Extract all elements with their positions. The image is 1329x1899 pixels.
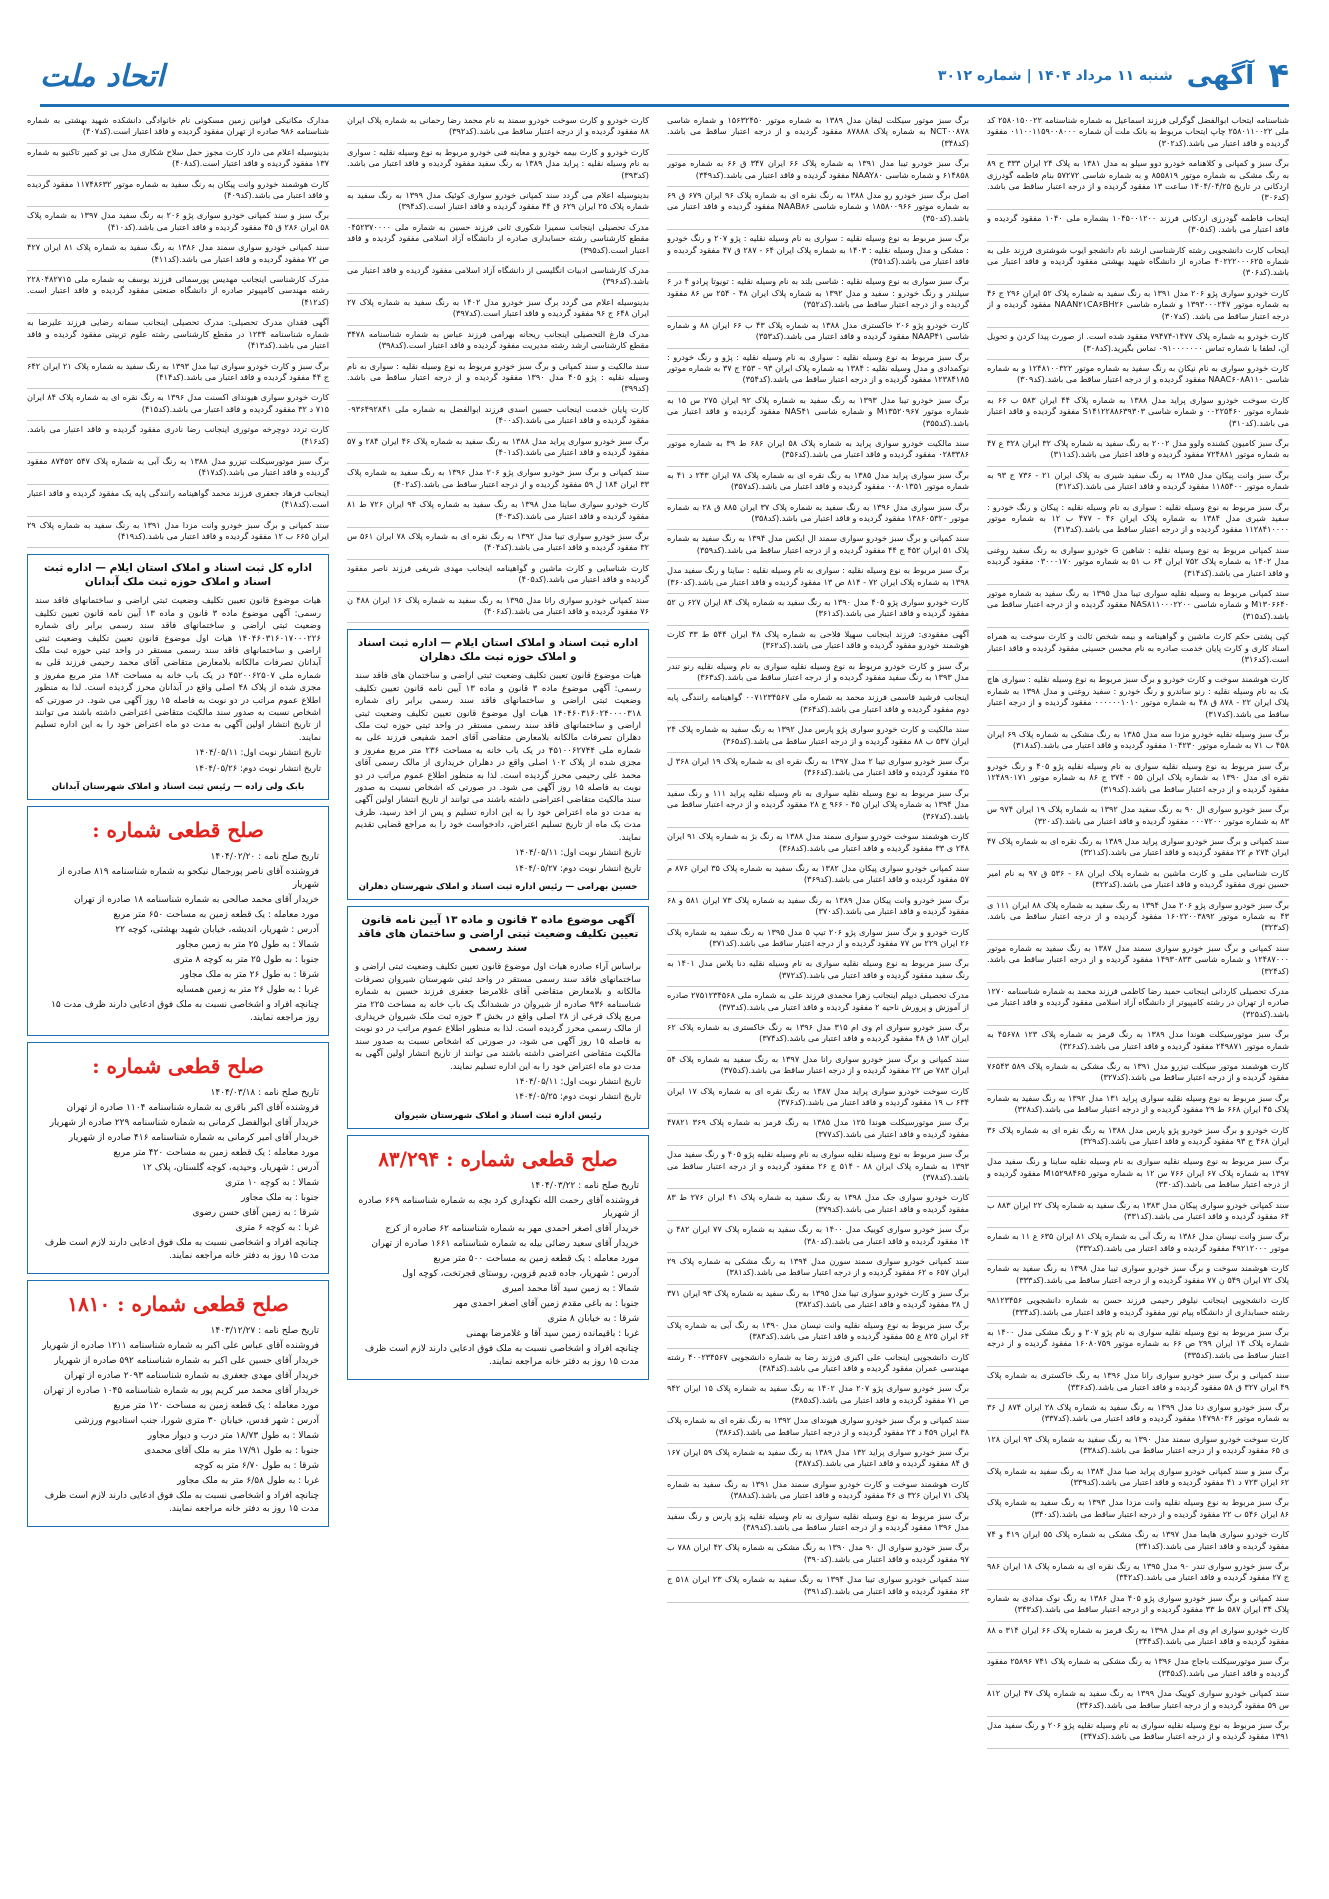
classified-ad: کارت خودرو سواری پژو ۲۰۶ مدل ۱۳۹۱ به رنگ سفید به شماره پلاک ۵۲ ایران ۲۹۶ ج ۴۶ به شماره موتور ۱۳۹۳۰۰۰۲۴۷ و شماره شاسی NAAN۲۱CA۶BH۲۶ مفقود گردیده و از درجه اعتبار ساقط می باشد. (کد۳۰۷) — [987, 285, 1289, 328]
classified-ad: برگ سبز و کارت خودرو سواری تیبا مدل ۱۳۹۵ به رنگ سفید به شماره پلاک ۹۳ ایران ۳۷۱ ل ۳۸ مفقود گردیده و فاقد اعتبار می باشد.(کد۳۸۲) — [667, 1285, 969, 1317]
classified-ad: کارت سوخت خودرو سواری سمند مدل ۱۳۹۰ به رنگ سفید به شماره پلاک ۹۳ ایران ۱۲۸ ی ۶۵ مفقود گردیده و از درجه اعتبار ساقط می باشد.(کد۳۳۸) — [987, 1431, 1289, 1463]
classified-ad: کارت خودرو و کارت بیمه خودرو و معاینه فنی خودرو مربوط به نوع وسیله نقلیه : سواری به نام وسیله نقلیه : پراید مدل ۱۳۸۹ به رنگ سفید مفقود گردیده و فاقد اعتبار می باشد.(کد۳۹۳) — [347, 144, 649, 187]
settlement-line: شمالا : به کوچه ۱۰ متری — [225, 1178, 319, 1189]
classified-ad: کارت هوشمند خودرو وانت پیکان به رنگ سفید به شماره موتور ۱۱۷۴۸۶۳۲ مفقود گردیده و فاقد اعتبار می باشد.(کد۴۰۹) — [27, 176, 329, 208]
settlement-line: خریدار آقای حسین علی اکبر به شماره شناسنامه ۵۹۲ صادره از شهریار — [54, 1356, 319, 1367]
page-header — [40, 48, 1289, 107]
classified-ad: کارت خودرو و برگ سبز سواری پژو ۲۰۶ تیپ ۵ مدل ۱۳۹۵ به رنگ سفید به شماره پلاک ۲۶ ایران ۲۲۹ س ۷۷ مفقود گردیده و از درجه اعتبار ساقط می باشد.(کد۳۷۱) — [667, 924, 969, 956]
classified-ad: سند کمپانی و برگ سبز خودرو سواری پراید مدل ۱۳۸۹ به رنگ نقره ای به شماره پلاک ۴۷ ایران ۲۷۴ م ۲۲ مفقود گردیده و فاقد اعتبار می باشد.(کد۳۲۱) — [987, 833, 1289, 865]
classified-ad: سند کمپانی و برگ سبز خودرو سواری رانا مدل ۱۳۹۶ به رنگ خاکستری به شماره پلاک ۴۹ ایران ۳۲۷ ق ۵۸ مفقود گردیده و فاقد اعتبار می باشد.(کد۳۳۶) — [987, 1367, 1289, 1399]
classified-ad: سند کمپانی و برگ سبز خودرو سواری رانا مدل ۱۳۹۷ به رنگ سفید به شماره پلاک ۵۴ ایران ۷۸۳ ص ۲۲ مفقود گردیده و از درجه اعتبار ساقط می باشد.(کد۳۷۵) — [667, 1051, 969, 1083]
settlement-line: غربا : به طول ۲۶ متر به زمین همسایه — [176, 985, 319, 996]
classified-ad: سند کمپانی مربوط به نوع وسیله نقلیه : شاهین G خودرو سواری به رنگ سفید روغنی مدل ۱۴۰۲ به شماره پلاک ۷۵۲ ایران ۶۴ ب ۵۱ به شماره موتور ۰۳۰۰۰۱۷۰ مفقود گردیده و فاقد اعتبار می باشد.(کد۳۱۴) — [987, 542, 1289, 585]
settlement-line: شرقا : به خیابان ۸ متری — [547, 1314, 639, 1325]
classified-ad: برگ سبز و سند کمپانی خودرو سواری پراید صبا مدل ۱۳۸۴ به رنگ سفید به شماره پلاک ۶۲ ایران ۷۲۳ د ۴۱ مفقود گردیده و فاقد اعتبار می باشد.(کد۳۳۹) — [987, 1463, 1289, 1495]
settlement-line: شمالا : به طول ۲۵ متر به زمین مجاور — [176, 940, 319, 951]
classified-ad: کارت هوشمند سوخت خودرو سواری سمند مدل ۱۳۸۸ به رنگ بژ به شماره پلاک ۹۱ ایران ۲۴۸ ی ۳۳ مفقود گردیده و فاقد اعتبار می باشد.(کد۳۶۸) — [667, 828, 969, 860]
settlement-line: تاریخ صلح نامه : ۱۴۰۴/۰۲/۲۰ — [210, 852, 319, 863]
classified-ad: سند کمپانی و برگ سبز خودرو سواری هیوندای مدل ۱۳۹۲ به رنگ نقره ای به شماره پلاک ۳۸ ایران ۴۵۹ د ۲۳ مفقود گردیده و از درجه اعتبار ساقط می باشد.(کد۳۸۶) — [667, 1412, 969, 1444]
settlement-line: مورد معامله : یک قطعه زمین به مساحت ۵۰۰ متر مربع — [433, 1254, 639, 1265]
registry-notice-abdanan — [27, 554, 329, 800]
settlement-line: تاریخ صلح نامه : ۱۴۰۳/۱۲/۲۷ — [210, 1326, 319, 1337]
settlement-line: چنانچه افراد و اشخاصی نسبت به ملک فوق ادعایی دارند لازم است ظرف مدت ۱۵ روز به دفتر خانه مراجعه نمایند. — [44, 1238, 319, 1262]
classified-ad: سند مالکیت خودرو سواری پراید به شماره پلاک ۵۸ ایران ۶۸۶ ط ۳۹ به شماره موتور ۰۲۸۳۳۸۶ مفقود گردیده و فاقد اعتبار می باشد.(کد۳۵۶) — [667, 435, 969, 467]
column-3 — [347, 112, 649, 1867]
classified-ad: مدرک تحصیلی اینجانب سمیرا شکوری ثانی فرزند حسین به شماره ملی ۰۴۵۲۳۷۰۰۰۰ مقطع کارشناسی رشته حسابداری صادره از دانشگاه آزاد اسلامی مفقود گردیده و فاقد اعتبار است.(کد۳۹۵) — [347, 219, 649, 262]
newspaper-logo: اتحاد ملت — [40, 58, 165, 94]
classified-ad: برگ سبز مربوط به نوع وسیله نقلیه سواری پراید ۱۳۱ مدل ۱۳۹۲ به رنگ سفید به شماره پلاک ۴۵ ایران ۶۶۸ ط ۲۹ مفقود گردیده و از درجه اعتبار ساقط می باشد.(کد۳۲۸) — [987, 1090, 1289, 1122]
classified-ad: برگ سبز مربوط به نوع وسیله نقلیه سواری به نام وسیله نقلیه پژو ۴۰۵ و رنگ سفید مدل ۱۳۹۳ به شماره پلاک ایران ۸۸ - ۵۱۴ ج ۲۶ مفقود گردیده و از درجه اعتبار ساقط می باشد.(کد۳۷۸) — [667, 1146, 969, 1189]
classified-ad: سند کمپانی و برگ سبز خودرو سواری پژو ۲۰۶ مدل ۱۳۹۶ به رنگ سفید به شماره پلاک ۳۳ ایران ۱۸۴ ل ۵۹ مفقود گردیده و از درجه اعتبار ساقط می باشد.(کد۴۰۲) — [347, 464, 649, 496]
classified-ad: سند کمپانی خودرو سواری پیکان مدل ۱۳۸۳ به رنگ سفید به شماره پلاک ۲۲ ایران ۸۸۳ ب ۶۴ مفقود گردیده و فاقد اعتبار می باشد.(کد۳۳۱) — [987, 1197, 1289, 1229]
settlement-line: مورد معامله : یک قطعه زمین به مساحت ۴۲۰ متر مربع — [113, 1148, 319, 1159]
settlement-line: آدرس : شهریار، وحیدیه، کوچه گلستان، پلاک ۱۲ — [142, 1163, 319, 1174]
classified-ad: برگ سبز وسیله نقلیه خودرو مزدا سه مدل ۱۳۸۵ به رنگ مشکی به شماره پلاک ۶۹ ایران ۴۵۸ ب ۷۱ به شماره موتور ۱۰۴۲۳۰ مفقود گردیده و فاقد اعتبار می باشد.(کد۳۱۸) — [987, 726, 1289, 758]
classified-ad: برگ سبز سواری به نوع وسیله نقلیه : شاسی بلند به نام وسیله نقلیه : تویوتا پرادو ۴ در ۶ سیلندر و رنگ خودرو : سفید و مدل ۱۳۹۲ به شماره پلاک ایران ۴۸ - ۲۵۴ س ۸۶ مفقود گردیده و از درجه اعتبار ساقط می باشد.(کد۳۵۲) — [667, 273, 969, 316]
settlement-line: تاریخ صلح نامه : ۱۴۰۴/۰۳/۱۸ — [210, 1088, 319, 1099]
classified-ad: برگ سبز خودرو وانت پیکان مدل ۱۳۸۹ به رنگ سفید به شماره پلاک ۷۳ ایران ۵۸۱ و ۶۸ مفقود گردیده و فاقد اعتبار می باشد.(کد۳۷۰) — [667, 892, 969, 924]
classified-ad: مدارک مکانیکی قوانین زمین مسکونی نام خانوادگی دانشکده شهید بهشتی به شماره شناسنامه ۹۸۶ صادره از تهران مفقود گردیده و فاقد اعتبار است.(کد۴۰۷) — [27, 112, 329, 144]
settlement-line: فروشنده آقای رحمت الله نکهداری کرد بچه به شماره شناسنامه ۶۶۹ صادره از شهریار — [358, 1196, 639, 1220]
classified-ad: کارت خودرو سواری ام وی ام مدل ۱۳۹۸ به رنگ قرمز به شماره پلاک ۶۶ ایران ۳۱۴ ه ۸۸ مفقود گردیده و فاقد اعتبار می باشد.(کد۳۴۴) — [987, 1622, 1289, 1654]
classified-ad: برگ سبز مربوط به نوع وسیله نقلیه سواری به نام وسیله نقلیه ساینا و رنگ سفید مدل ۱۳۹۷ به شماره پلاک ۶۷ ایران ۷۶۶ س ۱۲ به شماره موتور M۱۵۲۹۸۴۶۵ مفقود گردیده و از درجه اعتبار ساقط می باشد.(کد۳۳۰) — [987, 1153, 1289, 1196]
classified-ad: برگ سبز وانت پیکان مدل ۱۳۸۵ به رنگ سفید شیری به پلاک ایران ۲۱ - ۷۳۶ ج ۹۳ به شماره موتور ۱۱۸۵۴۰۰ مفقود گردیده و فاقد اعتبار می باشد.(کد۳۱۲) — [987, 467, 1289, 499]
settlement-line: خریدار آقای امیر کرمانی به شماره شناسنامه ۴۱۶ صادره از شهریار — [68, 1133, 319, 1144]
classified-ad: برگ سبز و کارت خودرو سواری تیبا مدل ۱۳۹۳ به رنگ سفید به شماره پلاک ۲۱ ایران ۶۴۲ ج ۴۴ مفقود گردیده و فاقد اعتبار می باشد.(کد۴۱۴) — [27, 358, 329, 390]
classified-ad: برگ سبز و کارت خودرو مربوط به نوع وسیله نقلیه سواری به نام وسیله نقلیه رنو تندر مدل ۱۳۹۳ به رنگ سفید مفقود گردیده و از درجه اعتبار ساقط می باشد.(کد۳۶۳) — [667, 658, 969, 690]
classified-ad: برگ سبز خودرو تیبا مدل ۱۳۹۳ به رنگ سفید به شماره پلاک ۹۲ ایران ۲۷۵ س ۱۵ به شماره موتور M۱۳۵۲۰۹۶۷ و شماره شاسی NAS۴۱ مفقود گردیده و فاقد اعتبار می باشد.(کد۳۵۵) — [667, 392, 969, 435]
final-settlement-box-3 — [27, 1280, 329, 1527]
notice-body: هیات موضوع قانون تعیین تکلیف وضعیت ثبتی اراضی و ساختمان های فاقد سند رسمی: آگهی موضوع ماده ۳ قانون و ماده ۱۳ آیین نامه قانون تعیین تکلیف وضعیت ثبتی اراضی و ساختمانهای فاقد سند رسمی برابر رای شماره ۱۴۰۴۶۰۳۱۶۰۲۴۰۰۰۰۳۱۸ هیات اول موضوع قانون تعیین تکلیف وضعیت ثبتی اراضی و ساختمانهای فاقد سند رسمی مستقر در واحد ثبتی حوزه ثبت ملک دهلران تصرفات مالکانه بلامعارض متقاضی آقای احمد شفیعی فرزند علی به شماره ملی ۴۵۱۰۰۶۲۷۴۴ در یک باب خانه به مساحت ۲۳۶ متر مربع مفروز و مجزی شده از پلاک ۱۰۲ اصلی واقع در دهلران خریداری از مالک رسمی آقای محمد علی رحیمی محرز گردیده است. لذا به منظور اطلاع عموم مراتب در دو نوبت به فاصله ۱۵ روز آگهی می شود. در صورتی که اشخاص نسبت به صدور سند مالکیت متقاضی اعتراضی داشته باشند می توانند از تاریخ انتشار اولین آگهی به مدت دو ماه اعتراض خود را به این اداره تسلیم و پس از اخذ رسید، ظرف مدت یک ماه از تاریخ تسلیم اعتراض، دادخواست خود را به مراجع قضایی تقدیم نمایند. — [355, 671, 641, 843]
classified-ad: برگ سبز خودرو سواری پژو ۲۰۷ مدل ۱۴۰۲ به رنگ سفید به شماره پلاک ۱۵ ایران ۹۴۲ ص ۷۱ مفقود گردیده و فاقد اعتبار می باشد.(کد۳۸۵) — [667, 1380, 969, 1412]
classified-ad: برگ سبز مربوط به نوع وسیله نقلیه وانت نیسان مدل ۱۳۹۰ به رنگ آبی به شماره پلاک ۶۴ ایران ۸۲۵ ع ۵۵ مفقود گردیده و فاقد اعتبار می باشد.(کد۳۸۳) — [667, 1317, 969, 1349]
settlement-line: غربا : به کوچه ۶ متری — [235, 1223, 319, 1234]
classified-ad: مدرک کارشناسی ادبیات انگلیسی از دانشگاه آزاد اسلامی مفقود گردیده و فاقد اعتبار می باشد.(کد۳۹۶) — [347, 262, 649, 294]
column-2 — [667, 112, 969, 1867]
classified-ad: آگهی مفقودی: فرزند اینجانب سهیلا فلاحی به شماره پلاک ۴۸ ایران ۵۴۴ ط ۳۳ کارت هوشمند خودرو مفقود گردیده و فاقد اعتبار می باشد.(کد۳۶۲) — [667, 626, 969, 658]
classified-ad: سند کمپانی خودرو سواری کوییک مدل ۱۳۹۹ به رنگ سفید به شماره پلاک ۴۷ ایران ۸۱۲ س ۵۹ مفقود گردیده و از درجه اعتبار ساقط می باشد.(کد۳۴۶) — [987, 1685, 1289, 1717]
notice-title: اداره کل ثبت اسناد و املاک استان ایلام — اداره ثبت اسناد و املاک حوزه ثبت ملک آبدانان — [43, 562, 313, 589]
classified-ad: کارت خودرو سواری جک مدل ۱۳۹۸ به رنگ سفید به شماره پلاک ۴۱ ایران ۲۷۶ ط ۸۳ مفقود گردیده و فاقد اعتبار می باشد.(کد۳۷۹) — [667, 1189, 969, 1221]
classified-ad: برگ سبز مربوط به نوع وسیله نقلیه سواری به نام وسیله نقلیه پژو ۲۰۶ و رنگ سفید مدل ۱۳۹۱ مفقود گردیده و از درجه اعتبار ساقط می باشد.(کد۳۴۷) — [987, 1717, 1289, 1749]
classified-ad: برگ سبز خودرو سواری ال ۹۰ به رنگ سفید مدل ۱۳۹۲ به شماره پلاک ۱۹ ایران ۹۷۴ س ۸۳ به شماره موتور ۰۰۰۷۲۰۰ مفقود گردیده و فاقد اعتبار می باشد.(کد۳۲۰) — [987, 801, 1289, 833]
classified-ad: برگ سبز خودرو سواری کوییک مدل ۱۴۰۰ به رنگ سفید به شماره پلاک ۷۷ ایران ۴۸۲ ن ۱۴ مفقود گردیده و فاقد اعتبار می باشد.(کد۳۸۰) — [667, 1221, 969, 1253]
classified-ad: سند کمپانی خودرو سواری سمند سورن مدل ۱۳۹۴ به رنگ مشکی به شماره پلاک ۲۹ ایران ۶۵۷ ه ۶۲ مفقود گردیده و از درجه اعتبار ساقط می باشد.(کد۳۸۱) — [667, 1253, 969, 1285]
col4-ad-list — [27, 112, 329, 548]
classified-ad: کارت هوشمند سوخت و کارت خودرو سواری سمند مدل ۱۳۹۱ به رنگ سفید به شماره پلاک ۷۱ ایران ۳۲۶ ی ۴۶ مفقود گردیده و فاقد اعتبار می باشد.(کد۳۸۸) — [667, 1476, 969, 1508]
settlement-line: تاریخ صلح نامه : ۱۴۰۴/۰۳/۲۲ — [530, 1181, 639, 1192]
classified-ad: مدرک کارشناسی اینجانب مهدیس پورسمائی فرزند یوسف به شماره ملی ۲۲۸۰۴۸۲۷۱۵ رشته مهندسی کامپیوتر صادره از دانشگاه صنعتی مفقود گردیده و فاقد اعتبار است.(کد۴۱۲) — [27, 271, 329, 314]
notice-date-1: تاریخ انتشار نوبت اول: ۱۴۰۴/۰۵/۱۱ — [515, 848, 641, 859]
page-number: ۴ — [1268, 56, 1289, 96]
settlement-line: غربا : باقیمانده زمین سید آقا و غلامرضا بهمنی — [466, 1329, 639, 1340]
notice-body: براساس آراء صادره هیات اول موضوع قانون تعیین تکلیف وضعیت ثبتی اراضی و ساختمانهای فاقد سند رسمی مستقر در واحد ثبتی شهرستان شیروان تصرفات مالکانه و بلامعارض متقاضی آقای غلامرضا جعفری فرزند حسین به شماره شناسنامه ۹۳۶ صادره از شیروان در ششدانگ یک باب خانه به مساحت ۲۲۵ متر مربع پلاک فرعی از ۲۸ اصلی واقع در بخش ۳ حوزه ثبت ملک شیروان خریداری از مالک رسمی محرز گردیده است. لذا به منظور اطلاع عموم مراتب در دو نوبت به فاصله ۱۵ روز آگهی می شود، در صورتی که اشخاص نسبت به صدور سند مالکیت متقاضی اعتراضی داشته باشند می توانند از تاریخ انتشار اولین آگهی به مدت دو ماه اعتراض خود را به این اداره تسلیم نمایند. — [355, 962, 641, 1072]
classified-ad: سند کمپانی مربوط به وسیله نقلیه سواری تیبا مدل ۱۳۹۵ به رنگ سفید به شماره موتور M۱۳۰۶۶۴۰ و شماره شاسی NAS۸۱۱۰۰۰۲۲۰۰ مفقود گردیده و از درجه اعتبار ساقط می باشد.(کد۳۱۵) — [987, 585, 1289, 628]
classified-ad: کارت شناسایی و کارت ماشین و گواهینامه اینجانب مهدی شریفی فرزند ناصر مفقود گردیده و فاقد اعتبار می باشد.(کد۴۰۵) — [347, 560, 649, 592]
classified-ad: کارت سوخت خودرو سواری پراید مدل ۱۳۸۷ به رنگ نقره ای به شماره پلاک ۱۷ ایران ۶۳۴ ب ۱۹ مفقود گردیده و فاقد اعتبار می باشد.(کد۳۷۶) — [667, 1083, 969, 1115]
classified-ad: ایتحاب کارت دانشجویی رشته کارشناسی ارشد نام دانشجو ایوب شوشتری فرزند علی به شماره ۴۰۲۲۲۰۰۰۶۲۵ صادره از دانشگاه شهید بهشتی مفقود گردیده و فاقد اعتبار می باشد.(کد۳۰۶) — [987, 242, 1289, 285]
ad-columns — [27, 112, 1289, 1867]
classified-ad: شناسنامه ایتحاب ابوالفضل گوگرلی فرزند اسماعیل به شماره شناسنامه ۲۵۸۰۱۵۰۰۲۲ کد ملی ۲۵۸۰۱۱۰۰۲۲ چاپ ایتحاب مربوط به بانک ملت آن شماره ۰۱۱۰۰۱۱۵۹۰۰۸۰۰۰ مفقود گردیده و فاقد اعتبار می باشد.(کد۳۰۲) — [987, 112, 1289, 155]
header-right — [938, 56, 1289, 96]
classified-ad: سند کمپانی خودرو سواری سمند مدل ۱۳۸۶ به رنگ سفید به شماره پلاک ۸۱ ایران ۴۲۷ ص ۷۲ مفقود گردیده و فاقد اعتبار می باشد.(کد۴۱۱) — [27, 239, 329, 271]
settlement-line: شمالا : به زمین سید آقا محمد امیری — [502, 1284, 639, 1295]
settlement-line: خریدار آقای محمد صالحی به شماره شناسنامه ۱۸ صادره از تهران — [73, 895, 319, 906]
classified-ad: کارت دانشجویی اینجانب نیلوفر رحیمی فرزند حسن به شماره دانشجویی ۹۸۱۲۳۴۵۶ رشته حسابداری از دانشگاه پیام نور مفقود گردیده و فاقد اعتبار می باشد.(کد۳۳۴) — [987, 1292, 1289, 1324]
classified-ad: برگ سبز مربوط به نوع وسیله نقلیه : سواری به نام وسیله نقلیه : پیکان و رنگ خودرو : سفید شیری مدل ۱۳۸۴ به شماره پلاک ایران ۴۶ - ۴۷۷ ب ۱۲ به شماره موتور ۱۱۲۸۴۱۰۰۰۰ مفقود گردیده و از درجه اعتبار ساقط می باشد.(کد۳۱۳) — [987, 499, 1289, 542]
notice-date-1: تاریخ انتشار نوبت اول: ۱۴۰۴/۰۵/۱۱ — [515, 1076, 641, 1087]
final-settlement-box — [347, 1135, 649, 1380]
classified-ad: برگ سبز سواری مدل ۱۳۹۶ به رنگ سفید به شماره پلاک ۳۷ ایران ۸۸۵ ق ۲۸ به شماره موتور ۱۳۸۶۰۵۳۲۰ مفقود گردیده و فاقد اعتبار می باشد.(کد۳۵۸) — [667, 499, 969, 531]
settlement-line: غربا : به طول ۶/۵۸ متر به ملک مجاور — [177, 1476, 319, 1487]
classified-ad: برگ سبز مربوط به نوع وسیله نقلیه : سواری به نام وسیله نقلیه : ساینا و رنگ سفید مدل ۱۳۹۸ به شماره پلاک ایران ۷۲ - ۸۱۴ ص ۱۳ مفقود گردیده و فاقد اعتبار می باشد.(کد۳۶۰) — [667, 562, 969, 594]
classified-ad: کارت خودرو سواری ساینا مدل ۱۳۹۸ به رنگ سفید به شماره پلاک ۹۴ ایران ۷۲۶ ط ۸۱ مفقود گردیده و فاقد اعتبار می باشد.(کد۴۰۳) — [347, 496, 649, 528]
classified-ad: کارت خودرو سواری به نام نیکان به رنگ سفید به شماره موتور ۱۲۴۸۱۰۰۳۲۲ و به شماره شاسی NAAC۶۰۸A۱۱۰ مفقود گردیده و از درجه اعتبار ساقط می باشد.(کد۳۰۹) — [987, 360, 1289, 392]
settlement-line: فروشنده آقای اکبر باقری به شماره شناسنامه ۱۱۰۴ صادره از تهران — [66, 1103, 319, 1114]
classified-ad: اصل برگ سبز خودرو رو مدل ۱۳۸۸ به رنگ نقره ای به شماره پلاک ۹۶ ایران ۶۷۹ ق ۶۹ به شماره موتور ۱۸۵۸۰۰۹۶۶ و شماره شاسی NAAB۸۶ مفقود گردیده و فاقد اعتبار می باشد.(کد۳۵۰) — [667, 187, 969, 230]
classified-ad: برگ سبز مربوط به نوع وسیله نقلیه سواری به نام وسیله نقلیه پراید ۱۱۱ و رنگ سفید مدل ۱۳۹۴ به شماره پلاک ایران ۴۵ - ۹۶۶ ج ۲۸ مفقود گردیده و از درجه اعتبار ساقط می باشد.(کد۳۶۷) — [667, 785, 969, 828]
settlement-line: خریدار آقای محمد میر کریم پور به شماره شناسنامه ۱۰۴۵ صادره از تهران — [43, 1386, 319, 1397]
classified-ad: کارت سوخت خودرو سواری پراید مدل ۱۳۸۸ به شماره پلاک ۴۴ ایران ۵۸۳ ب ۶۶ به شماره موتور ۰۰۲۲۵۴۶۰ و شماره شاسی S۱۴۱۲۲۸۸۶۳۹۳۰۳ مفقود گردیده و فاقد اعتبار می باشد.(کد۳۱۰) — [987, 392, 1289, 435]
settlement-line: چنانچه افراد و اشخاصی نسبت به ملک فوق ادعایی دارند لازم است ظرف مدت ۱۵ روز به دفتر خانه مراجعه نمایند. — [364, 1344, 639, 1368]
classified-ad: سند کمپانی و برگ سبز خودرو سواری پژو ۴۰۵ مدل ۱۳۸۶ به رنگ نوک مدادی به شماره پلاک ۳۴ ایران ۵۸۷ ط ۳۳ مفقود گردیده و از درجه اعتبار ساقط می باشد.(کد۳۴۳) — [987, 1590, 1289, 1622]
classified-ad: مدرک فارغ التحصیلی اینجانب ریحانه بهرامی فرزند عباس به شماره شناسنامه ۳۴۷۸ مقطع کارشناسی ارشد رشته مدیریت مفقود گردیده و فاقد اعتبار است.(کد۳۹۸) — [347, 326, 649, 358]
settlement-line: شمالا : به طول ۱۸/۷۳ متر درب و دیوار مجاور — [147, 1431, 319, 1442]
issue-info: شنبه ۱۱ مرداد ۱۴۰۴ | شماره ۳۰۱۲ — [937, 68, 1173, 84]
settlement-line: جنوبا : به طول ۱۷/۹۱ متر به ملک آقای محمدی — [144, 1446, 319, 1457]
col3-ad-list — [347, 112, 649, 623]
classified-ad: کارت خودرو سواری هیوندای اکسنت مدل ۱۳۹۶ به رنگ نقره ای به شماره پلاک ۸۴ ایران ۷۱۵ د ۳۲ مفقود گردیده و فاقد اعتبار می باشد.(کد۴۱۵) — [27, 389, 329, 421]
classified-ad: برگ سبز و سند کمپانی خودرو سواری پژو ۲۰۶ به رنگ سفید مدل ۱۳۹۷ به شماره پلاک ۵۸ ایران ۲۸۶ ق ۴۵ مفقود گردیده و فاقد اعتبار می باشد.(کد۴۱۰) — [27, 207, 329, 239]
classified-ad: برگ سبز خودرو سواری تیبا مدل ۱۳۹۲ به رنگ نقره ای به شماره پلاک ۷۸ ایران ۵۶۱ س ۳۲ مفقود گردیده و فاقد اعتبار می باشد.(کد۴۰۴) — [347, 528, 649, 560]
classified-ad: برگ سبز خودرو سواری پراید مدل ۱۳۸۸ به رنگ سفید به شماره پلاک ۴۶ ایران ۲۸۴ و ۵۷ مفقود گردیده و فاقد اعتبار می باشد.(کد۴۰۱) — [347, 433, 649, 465]
classified-ad: کارت خودرو به شماره پلاک ۱۴۷۷-۷۹۴۷۴ مفقود شده است. از صورت پیدا کردن و تحویل آن، لطفا با شماره تماس ۰۹۱۰۰۰۰۰۰۰ تماس بگیرید.(کد۳۰۸) — [987, 328, 1289, 360]
final-settlement-lines — [37, 1325, 319, 1516]
settlement-line: شرقا : به طول ۶/۷۰ متر به کوچه — [193, 1461, 319, 1472]
final-settlement-title: صلح قطعی شماره : — [92, 818, 264, 843]
classified-ad: کارت خودرو و برگ سبز خودرو پژو پارس مدل ۱۳۸۸ به رنگ نقره ای به شماره پلاک ۳۶ ایران ۴۶۸ ج ۹۳ مفقود گردیده و فاقد اعتبار می باشد.(کد۳۲۹) — [987, 1122, 1289, 1154]
settlement-line: فروشنده آقای عباس علی اکبر به شماره شناسنامه ۱۲۱۱ صادره از شهریار — [42, 1341, 319, 1352]
classified-ad: کپی پشتی حکم کارت ماشین و گواهینامه و بیمه شخص ثالث و کارت سوخت به همراه اسناد کاری و کارت پایان خدمت صادره به نام محسن حسینی مفقود گردیده و فاقد اعتبار است.(کد۳۱۶) — [987, 628, 1289, 671]
classified-ad: برگ سبز و کمپانی و کلاهنامه خودرو دوو سیلو به مدل ۱۳۸۱ به پلاک ۲۴ ایران ۳۳۳ ح ۸۹ به رنگ مشکی به شماره موتور ۸۵۵۸۱۹ و به شماره شاسی ۵۷۲۷۲ بنام فاطمه گودرزی اردکانی در تاریخ ۱۴۰۴/۰۴/۲۵ ساعت ۱۳ مفقود گردیده و از درجه اعتبار ساقط می باشد.(کد۳۰۶) — [987, 155, 1289, 210]
final-settlement-title: صلح قطعی شماره : ۱۸۱۰ — [67, 1292, 289, 1317]
classified-ad: کارت پایان خدمت اینجانب حسین اسدی فرزند ابوالفضل به شماره ملی ۰۹۳۶۴۹۲۸۴۱ مفقود گردیده و فاقد اعتبار می باشد.(کد۴۰۰) — [347, 401, 649, 433]
classified-ad: برگ سبز خودرو سواری تیبا ۲ مدل ۱۳۹۷ به رنگ نقره ای به شماره پلاک ۱۹ ایران ۳۶۸ ل ۲۵ مفقود گردیده و فاقد اعتبار می باشد.(کد۳۶۶) — [667, 753, 969, 785]
registry-notice-dehloran — [347, 629, 649, 900]
classified-ad: برگ سبز مربوط به نوع وسیله نقلیه سواری به نام وسیله نقلیه پژو ۴۰۵ و رنگ خودرو نقره ای مدل ۱۳۹۰ به شماره پلاک ایران ۵۵ - ۳۷۴ ج ۸۶ به شماره موتور ۱۲۴۸۹۰۱۷۱ مفقود گردیده و از درجه اعتبار ساقط می باشد.(کد۳۱۹) — [987, 758, 1289, 801]
classified-ad: برگ سبز خودرو سواری دنا مدل ۱۳۹۹ به رنگ سفید به شماره پلاک ۲۸ ایران ۸۷۴ ل ۳۶ به شماره موتور ۱۴۷۹۸۰۳۶ مفقود گردیده و فاقد اعتبار می باشد.(کد۳۳۷) — [987, 1399, 1289, 1431]
classified-ad: کارت شناسایی ملی و کارت ماشین به شماره پلاک ایران ۶۸ - ۵۳۶ ق ۹۷ به نام امیر حسین نوری مفقود گردیده و فاقد اعتبار می باشد.(کد۳۲۲) — [987, 865, 1289, 897]
classified-ad: برگ سبز مربوط به نوع وسیله نقلیه : سواری به نام وسیله نقلیه : پژو و رنگ خودرو : نوکمدادی و مدل وسیله نقلیه : ۱۳۸۴ به شماره پلاک ایران ۹۳ - ۲۵۳ ج ۳۷ به شماره موتور ۱۲۳۸۴۱۸۵ مفقود گردیده و از درجه اعتبار ساقط می باشد.(کد۳۵۴) — [667, 349, 969, 392]
settlement-line: چنانچه افراد و اشخاصی نسبت به ملک فوق ادعایی دارند ظرف مدت ۱۵ روز مراجعه نمایند. — [51, 1000, 319, 1024]
classified-ad: برگ سبز کامیون کشنده ولوو مدل ۲۰۰۲ به رنگ سفید به شماره پلاک ۳۲ ایران ۳۲۸ ع ۴۷ به شماره موتور ۷۲۴۸۸۱ مفقود گردیده و فاقد اعتبار می باشد.(کد۳۱۱) — [987, 435, 1289, 467]
settlement-line: جنوبا : به ملک مجاور — [241, 1193, 319, 1204]
classified-ad: برگ سبز خودرو سواری تندر ۹۰ مدل ۱۳۹۵ به رنگ نقره ای به شماره پلاک ۱۸ ایران ۹۸۶ ج ۲۷ مفقود گردیده و فاقد اعتبار می باشد.(کد۳۴۲) — [987, 1558, 1289, 1590]
classified-ad: برگ سبز خودرو سواری پراید ۱۳۲ مدل ۱۳۸۹ به رنگ سفید به شماره پلاک ۵۹ ایران ۱۶۷ ق ۸۴ مفقود گردیده و فاقد اعتبار می باشد.(کد۳۸۷) — [667, 1444, 969, 1476]
classified-ad: کارت دانشجویی اینجانب علی اکبری فرزند رضا به شماره دانشجویی ۴۰۰۲۳۴۵۶۷ رشته مهندسی عمران مفقود گردیده و فاقد اعتبار می باشد.(کد۳۸۴) — [667, 1349, 969, 1381]
settlement-line: خریدار آقای ابوالفضل کرمانی به شماره شناسنامه ۲۲۹ صادره از شهریار — [49, 1118, 319, 1129]
classified-ad: اینجانب فرشید قاسمی فرزند محمد به شماره ملی ۰۰۷۱۲۳۴۵۶۷ گواهینامه رانندگی پایه دوم مفقود گردیده و فاقد اعتبار می باشد.(کد۳۶۴) — [667, 689, 969, 721]
settlement-line: مورد معامله : یک قطعه زمین به مساحت ۱۲۰ متر مربع — [113, 1401, 319, 1412]
registry-notice-shirvan — [347, 906, 649, 1129]
settlement-line: چنانچه افراد و اشخاصی نسبت به ملک فوق ادعایی دارند لازم است ظرف مدت ۱۵ روز به دفتر خانه مراجعه نمایند. — [44, 1491, 319, 1515]
settlement-line: آدرس : شهریار، اندیشه، خیابان شهید بهشتی، کوچه ۲۲ — [115, 925, 319, 936]
classified-ad: برگ سبز موتورسیکلت هوندا مدل ۱۳۸۹ به رنگ قرمز به شماره پلاک ۱۲۳ ۴۵۶۷۸ به شماره موتور ۲۴۹۸۷۱ مفقود گردیده و فاقد اعتبار می باشد.(کد۳۲۶) — [987, 1026, 1289, 1058]
section-title: آگهی — [1186, 61, 1255, 91]
final-settlement-box-1 — [27, 806, 329, 1036]
classified-ad: اینجانب فرهاد جعفری فرزند محمد گواهینامه رانندگی پایه یک مفقود گردیده و فاقد اعتبار است.(کد۴۱۸) — [27, 485, 329, 517]
classified-ad: برگ سبز موتور سیکلت لیفان مدل ۱۳۸۹ به شماره موتور ۱۵۶۳۲۴۵۰ و شماره شاسی NCT۰۰۸۷۸ به شماره پلاک ۸۷۸۸۸ مفقود گردیده و از درجه اعتبار ساقط می باشد.(کد۳۴۸) — [667, 112, 969, 155]
classified-ad: سند مالکیت و کارت خودرو سواری پژو پارس مدل ۱۳۹۲ به رنگ سفید به شماره پلاک ۲۴ ایران ۵۳۷ ب ۸۸ مفقود گردیده و از درجه اعتبار ساقط می باشد.(کد۳۶۵) — [667, 721, 969, 753]
classified-ad: برگ سبز موتورسیکلت هوندا ۱۲۵ مدل ۱۳۸۵ به رنگ قرمز به شماره پلاک ۳۶۹ ۴۷۸۲۱ مفقود گردیده و فاقد اعتبار می باشد.(کد۳۷۷) — [667, 1114, 969, 1146]
notice-date-2: تاریخ انتشار نوبت دوم: ۱۴۰۴/۰۵/۲۷ — [514, 863, 641, 874]
classified-ad: برگ سبز مربوط به نوع وسیله نقلیه : سواری به نام وسیله نقلیه : پژو ۲۰۷ و رنگ خودرو : مشکی و مدل وسیله نقلیه : ۱۴۰۳ به شماره پلاک ایران ۶۴ - ۲۸۷ ق ۴۷ مفقود گردیده و فاقد اعتبار می باشد.(کد۳۵۱) — [667, 230, 969, 273]
notice-signature: رئیس اداره ثبت اسناد و املاک شهرستان شیروان — [394, 1110, 602, 1121]
classified-ad: سند کمپانی و برگ سبز خودرو سواری سمند مدل ۱۳۸۷ به رنگ سفید به شماره موتور ۱۲۴۸۷۰۰۰ و شماره شاسی ۱۴۹۳۰۸۳۳ مفقود گردیده و از درجه اعتبار ساقط می باشد.(کد۳۲۴) — [987, 940, 1289, 983]
classified-ad: کارت هوشمند موتور سیکلت تیزرو مدل ۱۳۹۱ به رنگ مشکی به شماره پلاک ۵۸۹ ۷۶۵۴۳ مفقود گردیده و از درجه اعتبار ساقط می باشد.(کد۳۲۷) — [987, 1058, 1289, 1090]
settlement-line: شرقا : به طول ۲۶ متر به ملک مجاور — [180, 970, 319, 981]
classified-ad: ایتحاب فاطمه گودرزی اردکانی فرزند ۱۰۴۵۰۰۱۲۰۰ بشماره ملی ۱۰۴۰ مفقود گردیده و فاقد اعتبار می باشد. (کد۳۰۵) — [987, 210, 1289, 242]
notice-date-1: تاریخ انتشار نوبت اول: ۱۴۰۴/۰۵/۱۱ — [195, 748, 321, 759]
classified-ad: کارت خودرو سواری هایما مدل ۱۳۹۷ به رنگ مشکی به شماره پلاک ۵۵ ایران ۴۱۹ و ۷۴ مفقود گردیده و فاقد اعتبار می باشد.(کد۳۴۱) — [987, 1526, 1289, 1558]
final-settlement-box-2 — [27, 1042, 329, 1274]
classified-ad: سند مالکیت و سند کمپانی و برگ سبز خودرو مربوط به نوع وسیله نقلیه : سواری به نام وسیله نقلیه : پژو ۴۰۵ مدل ۱۳۹۰ مفقود گردیده و از درجه اعتبار ساقط می باشد.(کد۳۹۹) — [347, 358, 649, 401]
classified-ad: کارت خودرو پژو ۲۰۶ خاکستری مدل ۱۳۸۸ به شماره پلاک ۴۳ ب ۶۶ ایران ۸۸ و شماره شاسی NAAP۴۱ مفقود گردیده و فاقد اعتبار می باشد.(کد۳۵۳) — [667, 317, 969, 349]
classified-ad: سند کمپانی و برگ سبز خودرو وانت مزدا مدل ۱۳۹۱ به رنگ سفید به شماره پلاک ۲۹ ایران ۶۶۵ ب ۱۲ مفقود گردیده و فاقد اعتبار می باشد.(کد۴۱۹) — [27, 517, 329, 549]
settlement-line: آدرس : شهر قدس، خیابان ۳۰ متری شورا، جنب استادیوم ورزشی — [74, 1416, 319, 1427]
final-settlement-lines — [357, 1180, 639, 1369]
col1-ad-list — [987, 112, 1289, 1749]
final-settlement-lines — [37, 851, 319, 1025]
col2-ad-list — [667, 112, 969, 1603]
classified-ad: برگ سبز مربوط به نوع وسیله نقلیه وانت مزدا مدل ۱۳۹۳ به رنگ سفید به شماره پلاک ۸۶ ایران ۵۴۶ ب ۲۲ مفقود گردیده و از درجه اعتبار ساقط می باشد.(کد۳۴۰) — [987, 1494, 1289, 1526]
settlement-line: جنوبا : به طول ۲۵ متر به کوچه ۸ متری — [173, 955, 319, 966]
column-4 — [27, 112, 329, 1867]
classified-ad: کارت تردد دوچرخه موتوری اینجانب رضا نادری مفقود گردیده و فاقد اعتبار می باشد.(کد۴۱۶) — [27, 421, 329, 453]
classified-ad: سند کمپانی خودرو سواری پیکان مدل ۱۳۸۲ به رنگ سفید به شماره پلاک ۳۵ ایران ۸۷۶ م ۵۷ مفقود گردیده و فاقد اعتبار می باشد.(کد۳۶۹) — [667, 860, 969, 892]
settlement-line: خریدار آقای مهدی جعفری به شماره شناسنامه ۲۰۹۳ صادره از تهران — [64, 1371, 319, 1382]
classified-ad: برگ سبز مربوط به نوع وسیله نقلیه سواری به نام وسیله نقلیه دنا پلاس مدل ۱۴۰۱ به رنگ سفید مفقود گردیده و فاقد اعتبار می باشد.(کد۳۷۲) — [667, 955, 969, 987]
classified-ad: برگ سبز خودرو سواری ام وی ام ۳۱۵ مدل ۱۳۹۶ به رنگ خاکستری به شماره پلاک ۶۲ ایران ۱۸۳ ق ۴۸ مفقود گردیده و فاقد اعتبار می باشد.(کد۳۷۴) — [667, 1019, 969, 1051]
classified-ad: برگ سبز خودرو تیبا مدل ۱۳۹۱ به شماره پلاک ۶۶ ایران ۳۴۷ ق ۶۶ به شماره موتور ۶۱۴۸۵۸ و شماره شاسی NAAY۸۰ مفقود گردیده و فاقد اعتبار می باشد.(کد۳۴۹) — [667, 155, 969, 187]
classified-ad: کارت خودرو سواری پژو ۴۰۵ مدل ۱۳۹۰ به رنگ سفید به شماره پلاک ۸۴ ایران ۶۲۷ ن ۵۲ مفقود گردیده و فاقد اعتبار می باشد.(کد۳۶۱) — [667, 594, 969, 626]
classified-ad: برگ سبز مربوط به نوع وسیله نقلیه سواری به نام وسیله نقلیه پژو پارس و رنگ سفید مدل ۱۳۹۶ مفقود گردیده و از درجه اعتبار ساقط می باشد.(کد۳۸۹) — [667, 1508, 969, 1540]
notice-signature: حسین بهرامی — رئیس اداره ثبت اسناد و املاک شهرستان دهلران — [358, 881, 638, 892]
classified-ad: کارت هوشمند سوخت و برگ سبز خودرو سواری تیبا مدل ۱۳۹۸ به رنگ سفید به شماره پلاک ۷۲ ایران ۵۴۹ ن ۷۷ مفقود گردیده و از درجه اعتبار ساقط می باشد.(کد۳۳۳) — [987, 1260, 1289, 1292]
classified-ad: مدرک تحصیلی کاردانی اینجانب حمید رضا کاظمی فرزند محمد به شماره شناسنامه ۱۲۷۰ صادره از تهران در رشته کامپیوتر از دانشگاه آزاد اسلامی مفقود گردیده و فاقد اعتبار می باشد.(کد۳۲۵) — [987, 983, 1289, 1026]
final-settlement-title: صلح قطعی شماره : ۸۳/۲۹۴ — [378, 1147, 618, 1172]
settlement-line: شرقا : به زمین آقای حسن رضوی — [192, 1208, 319, 1219]
classified-ad: برگ سبز خودرو سواری پژو ۲۰۶ مدل ۱۳۹۴ به رنگ سفید به شماره پلاک ۸۸ ایران ۱۱۱ ی ۴۳ به شماره موتور ۱۶۰۲۲۰۰۳۸۹۲ مفقود گردیده و از درجه اعتبار ساقط می باشد.(کد۳۲۳) — [987, 897, 1289, 940]
notice-title: اداره ثبت اسناد و املاک استان ایلام — اداره ثبت اسناد و املاک حوزه ثبت ملک دهلران — [357, 637, 639, 664]
settlement-line: فروشنده آقای ناصر پورجمال نیکجو به شماره شناسنامه ۸۱۹ صادره از شهریار — [58, 867, 319, 891]
settlement-line: جنوبا : به باغی مقدم زمین آقای اصغر احمدی مهر — [453, 1299, 639, 1310]
classified-ad: برگ سبز مربوط به نوع وسیله نقلیه سواری به نام پژو ۲۰۷ و رنگ مشکی مدل ۱۴۰۰ به شماره پلاک ۱۴ ایران ۲۹۹ ص ۶۶ به شماره موتور ۱۶۰۸۰۷۵۹ مفقود گردیده و از درجه اعتبار ساقط می باشد.(کد۳۳۵) — [987, 1324, 1289, 1367]
classified-ad: برگ سبز وانت نیسان مدل ۱۳۸۶ به رنگ آبی به شماره پلاک ۸۱ ایران ۶۳۵ ع ۱۱ به شماره موتور ۴۹۲۱۲۰۰۰ مفقود گردیده و فاقد اعتبار می باشد.(کد۳۳۲) — [987, 1228, 1289, 1260]
settlement-line: مورد معامله : یک قطعه زمین به مساحت ۶۵۰ متر مربع — [113, 910, 319, 921]
classified-ad: سند کمپانی و برگ سبز خودرو سواری سمند ال ایکس مدل ۱۳۹۴ به رنگ سفید به شماره پلاک ۵۱ ایران ۴۵۲ ج ۴۴ مفقود گردیده و از درجه اعتبار ساقط می باشد.(کد۳۵۹) — [667, 530, 969, 562]
classified-ad: بدینوسیله اعلام می گردد سند کمپانی خودرو سواری کوئیک مدل ۱۳۹۹ به رنگ سفید به شماره پلاک ۲۵ ایران ۶۲۹ ق ۴۴ مفقود گردیده و فاقد اعتبار است.(کد۳۹۴) — [347, 187, 649, 219]
classified-ad: سند کمپانی خودرو سواری تیبا مدل ۱۳۹۴ به رنگ سفید به شماره پلاک ۲۳ ایران ۵۱۸ ج ۶۳ مفقود گردیده و فاقد اعتبار می باشد.(کد۳۹۱) — [667, 1571, 969, 1603]
notice-title: آگهی موضوع ماده ۳ قانون و ماده ۱۳ آیین نامه قانون تعیین تکلیف وضعیت ثبتی اراضی و ساختمان های فاقد سند رسمی — [357, 914, 639, 955]
notice-date-2: تاریخ انتشار نوبت دوم: ۱۴۰۴/۰۵/۲۵ — [514, 1092, 641, 1103]
classified-ad: مدرک تحصیلی دیپلم اینجانب زهرا محمدی فرزند علی به شماره ملی ۲۷۵۱۲۳۴۵۶۸ صادره از آموزش و پرورش ناحیه ۲ مفقود گردیده و فاقد اعتبار می باشد.(کد۳۷۳) — [667, 987, 969, 1019]
final-settlement-title: صلح قطعی شماره : — [92, 1054, 264, 1079]
classified-ad: برگ سبز سواری پراید مدل ۱۳۸۵ به رنگ نقره ای به شماره پلاک ۷۸ ایران ۲۴۳ د ۴۱ به شماره موتور ۰۰۸۰۱۳۵۱ مفقود گردیده و فاقد اعتبار می باشد.(کد۳۵۷) — [667, 467, 969, 499]
notice-body: هیات موضوع قانون تعیین تکلیف وضعیت ثبتی اراضی و ساختمانهای فاقد سند رسمی: آگهی موضوع ماده ۳ قانون و ماده ۱۳ آیین نامه قانون تعیین تکلیف وضعیت ثبتی اراضی و ساختمانهای فاقد سند رسمی برابر رای شماره ۱۴۰۴۶۰۳۱۶۰۱۷۰۰۰۲۲۶ هیات اول موضوع قانون تعیین تکلیف وضعیت ثبتی اراضی و ساختمانهای فاقد سند رسمی مستقر در واحد ثبتی حوزه ثبت ملک آبدانان تصرفات مالکانه بلامعارض متقاضی آقای محمد رحیمی فرزند قلی به شماره ملی ۴۵۲۰۰۶۲۵۰۷ در یک باب خانه به مساحت ۱۸۴ متر مربع مفروز و مجزی شده از پلاک ۴۸ اصلی واقع در آبدانان محرز گردیده است. لذا به منظور اطلاع عموم مراتب در دو نوبت به فاصله ۱۵ روز آگهی می شود. در صورتی که اشخاص نسبت به صدور سند مالکیت متقاضی اعتراضی داشته باشند می توانند از تاریخ انتشار اولین آگهی به مدت دو ماه اعتراض خود را به این اداره تسلیم نمایند. — [35, 596, 321, 743]
classified-ad: برگ سبز موتورسیکلت تیزرو مدل ۱۳۸۸ به رنگ آبی به شماره پلاک ۵۴۷ ۸۷۴۵۲ مفقود گردیده و فاقد اعتبار می باشد.(کد۴۱۷) — [27, 453, 329, 485]
classified-ad: بدینوسیله اعلام می گردد برگ سبز خودرو مدل ۱۴۰۲ به رنگ سفید به شماره پلاک ۲۷ ایران ۶۴۸ ج ۹۶ مفقود گردیده و فاقد اعتبار است.(کد۳۹۷) — [347, 294, 649, 326]
notice-signature: بابک ولی زاده — رئیس ثبت اسناد و املاک شهرستان آبدانان — [51, 782, 305, 793]
classified-ad: کارت خودرو و کارت سوخت خودرو سمند به نام محمد رضا رحمانی به شماره پلاک ایران ۸۸ مفقود گردیده و از درجه اعتبار ساقط می باشد.(کد۳۹۲) — [347, 112, 649, 144]
settlement-line: خریدار آقای سعید رضائی بیله به شماره شناسنامه ۱۶۶۱ صادره از تهران — [371, 1239, 639, 1250]
settlement-line: خریدار آقای اصغر احمدی مهر به شماره شناسنامه ۶۲ صادره از کرج — [385, 1224, 639, 1235]
settlement-line: آدرس : شهریار، جاده قدیم قزوین، روستای قجرتخت، کوچه اول — [402, 1269, 639, 1280]
classified-ad: کارت هوشمند سوخت و کارت خودرو و برگ سبز مربوط به نوع وسیله نقلیه : سواری هاچ بک به نام وسیله نقلیه : رنو ساندرو و رنگ خودرو : سفید روغنی و مدل ۱۳۹۸ به شماره پلاک ایران ۲۲ - ۸۷۸ ق ۴۸ به شماره موتور ۰۰۰۰۰۰۱۰۱۰ مفقود گردیده و از درجه اعتبار ساقط می باشد.(کد۳۱۷) — [987, 671, 1289, 726]
classified-ad: آگهی فقدان مدرک تحصیلی: مدرک تحصیلی اینجانب سمانه رضایی فرزند علیرضا به شماره شناسنامه ۱۲۳۴ در مقطع کارشناسی رشته علوم تربیتی مفقود گردیده و فاقد اعتبار می باشد.(کد۴۱۳) — [27, 314, 329, 357]
classified-ad: سند کمپانی خودرو سواری رانا مدل ۱۳۹۵ به رنگ سفید به شماره پلاک ۱۶ ایران ۴۸۸ ن ۷۶ مفقود گردیده و فاقد اعتبار می باشد.(کد۴۰۶) — [347, 592, 649, 624]
classified-ad: برگ سبز خودرو سواری ال ۹۰ مدل ۱۳۹۰ به رنگ مشکی به شماره پلاک ۴۲ ایران ۷۸۸ ب ۹۷ مفقود گردیده و فاقد اعتبار می باشد.(کد۳۹۰) — [667, 1539, 969, 1571]
classified-ad: برگ سبز موتورسیکلت باجاج مدل ۱۳۹۶ به رنگ مشکی به شماره پلاک ۷۴۱ ۲۵۸۹۶ مفقود گردیده و فاقد اعتبار می باشد.(کد۳۴۵) — [987, 1653, 1289, 1685]
classified-ad: بدینوسیله اعلام می دارد کارت مجوز حمل سلاح شکاری مدل بی تو کمپر تاکنیو به شماره ۱۳۷ مفقود گردیده و فاقد اعتبار است.(کد۴۰۸) — [27, 144, 329, 176]
final-settlement-lines — [37, 1087, 319, 1263]
column-1 — [987, 112, 1289, 1867]
notice-date-2: تاریخ انتشار نوبت دوم: ۱۴۰۴/۰۵/۲۶ — [194, 763, 321, 774]
